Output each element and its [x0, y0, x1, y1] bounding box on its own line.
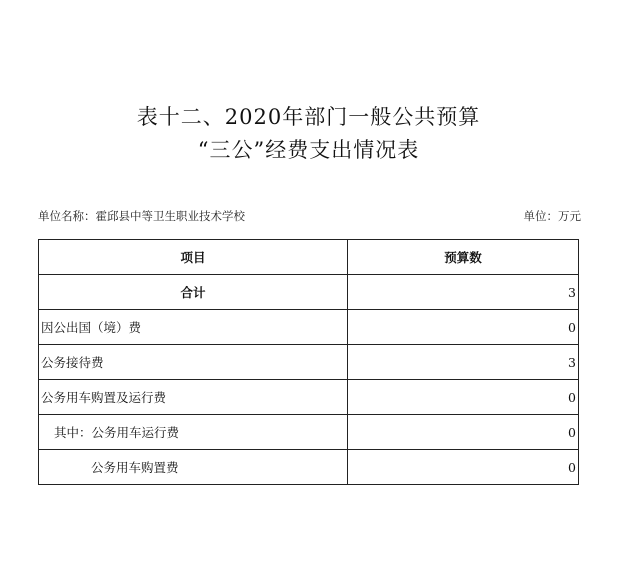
row-label: 公务接待费	[39, 345, 348, 380]
row-value: 0	[348, 310, 579, 345]
row-value: 3	[348, 345, 579, 380]
row-label: 公务用车购置及运行费	[39, 380, 348, 415]
row-value: 0	[348, 415, 579, 450]
table-header-row	[39, 240, 579, 275]
row-value: 0	[348, 380, 579, 415]
document-title-line-1: 表十二、2020年部门一般公共预算	[136, 105, 481, 129]
table-row	[39, 275, 579, 310]
row-label-total: 合计	[39, 275, 348, 310]
row-label: 公务用车购置费	[39, 450, 348, 485]
row-value: 0	[348, 450, 579, 485]
table-row	[39, 345, 579, 380]
table-row	[39, 415, 579, 450]
table-row	[39, 310, 579, 345]
table-row	[39, 450, 579, 485]
budget-table	[38, 239, 579, 485]
unit-name-label: 单位名称：霍邱县中等卫生职业技术学校	[38, 209, 245, 223]
table-row	[39, 380, 579, 415]
document-title-line-2: “三公”经费支出情况表	[197, 138, 420, 162]
row-label: 因公出国（境）费	[39, 310, 348, 345]
header-item: 项目	[39, 240, 348, 275]
row-value-total: 3	[348, 275, 579, 310]
row-label: 其中：公务用车运行费	[39, 415, 348, 450]
unit-label: 单位：万元	[523, 209, 581, 223]
header-budget: 预算数	[348, 240, 579, 275]
